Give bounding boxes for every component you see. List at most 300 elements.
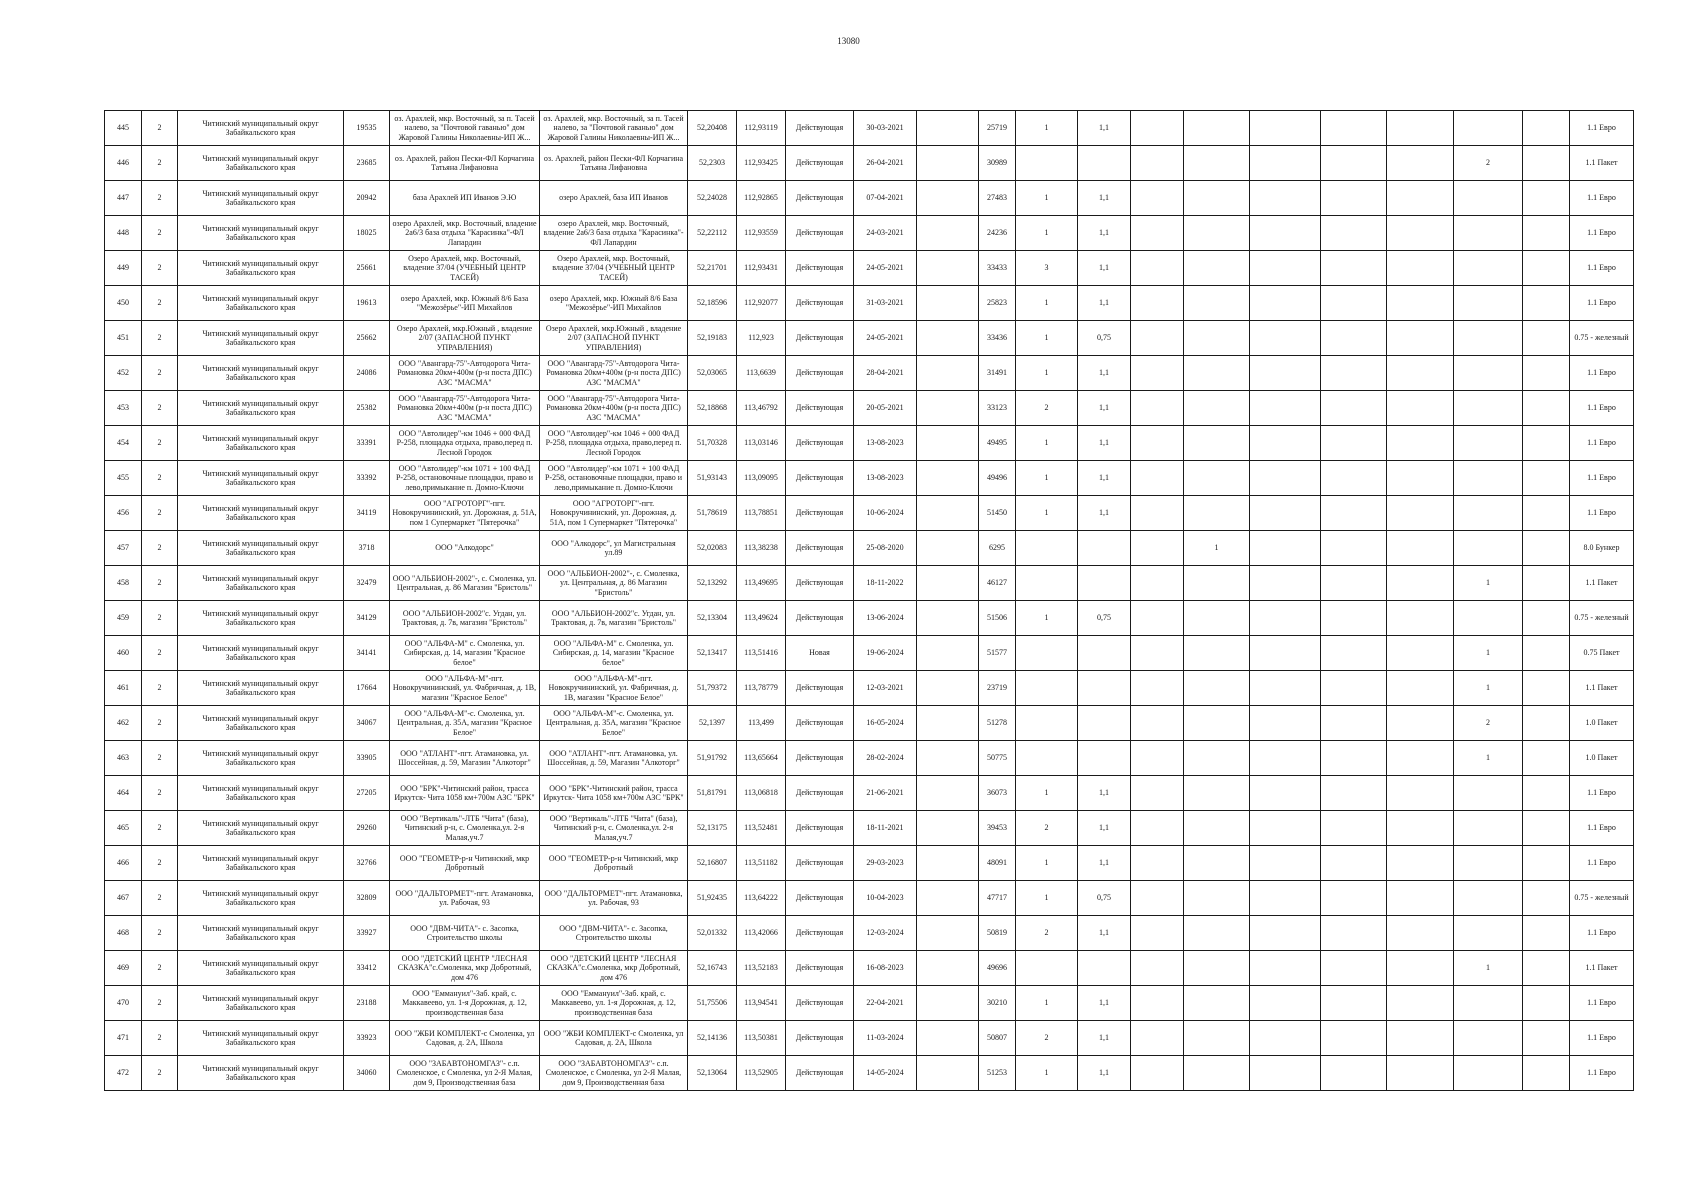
date-text: 10-06-2024: [866, 508, 904, 518]
table-row: [105, 531, 1634, 566]
cell-registry-number: [344, 986, 390, 1021]
cell-site-id: [979, 601, 1016, 636]
cell-bunker-count: [1184, 1021, 1250, 1056]
municipality-text: Читинский муниципальный округ Забайкальского края: [202, 503, 319, 522]
container-type-text: 1.1 Евро: [1587, 193, 1616, 203]
cell-col-21: [1523, 811, 1570, 846]
cell-longitude: [737, 181, 786, 216]
container-count-text: 1: [1044, 368, 1049, 378]
address-text: ООО "ДЕТСКИЙ ЦЕНТР "ЛЕСНАЯ СКАЗКА"с.Смоленка, мкр Добротный, дом 476: [397, 953, 532, 982]
cell-longitude: [737, 216, 786, 251]
municipality-text: Читинский муниципальный округ Забайкальского края: [202, 1063, 319, 1082]
row-number-text: 457: [117, 543, 129, 553]
cell-col-21: [1523, 216, 1570, 251]
cell-longitude: [737, 1056, 786, 1091]
cell-container-volume: [1078, 356, 1131, 391]
location-text: ООО "ДЕТСКИЙ ЦЕНТР "ЛЕСНАЯ СКАЗКА"с.Смоленка, мкр Добротный, дом 476: [546, 953, 681, 982]
status-text: Действующая: [795, 508, 844, 518]
container-type-text: 1.0 Пакет: [1585, 718, 1618, 728]
cell-date: [854, 671, 917, 706]
cell-registry-number: [344, 706, 390, 741]
cell-col-17: [1250, 741, 1321, 776]
cell-date: [854, 776, 917, 811]
container-count-text: 1: [1044, 998, 1049, 1008]
site-id-text: 48091: [987, 858, 1007, 868]
cell-col-17: [1250, 636, 1321, 671]
cell-col-11: [917, 636, 979, 671]
cell-col-18: [1321, 1056, 1387, 1091]
cell-col-11: [917, 566, 979, 601]
site-id-text: 30210: [987, 998, 1007, 1008]
longitude-text: 113,499: [748, 718, 774, 728]
registry-number-text: 25382: [356, 403, 377, 413]
cell-col-17: [1250, 601, 1321, 636]
cell-container-volume: [1078, 776, 1131, 811]
cell-longitude: [737, 916, 786, 951]
cell-col-19: [1387, 111, 1454, 146]
table-row: [105, 706, 1634, 741]
container-type-text: 0.75 - железный: [1574, 333, 1629, 343]
latitude-text: 51,92435: [697, 893, 727, 903]
date-text: 13-08-2023: [866, 438, 904, 448]
cell-row-number: [105, 566, 142, 601]
cell-municipality: [178, 741, 344, 776]
address-text: ООО "АТЛАНТ"-пгт. Атамановка, ул. Шоссейная, д. 59, Магазин "Алкоторг": [398, 748, 531, 767]
cell-col-18: [1321, 181, 1387, 216]
cell-status: [786, 356, 854, 391]
zone-text: 2: [157, 473, 162, 483]
cell-location: [540, 356, 688, 391]
container-volume-text: 1,1: [1099, 1068, 1109, 1078]
cell-status: [786, 321, 854, 356]
cell-location: [540, 986, 688, 1021]
cell-zone: [142, 741, 178, 776]
table-row: [105, 951, 1634, 986]
registry-number-text: 33391: [356, 438, 377, 448]
cell-location: [540, 181, 688, 216]
cell-col-15: [1131, 1056, 1184, 1091]
cell-col-11: [917, 741, 979, 776]
site-id-text: 49496: [987, 473, 1007, 483]
container-type-text: 1.1 Евро: [1587, 508, 1616, 518]
cell-latitude: [688, 566, 737, 601]
cell-container-type: [1570, 916, 1634, 951]
registry-number-text: 23685: [356, 158, 377, 168]
cell-status: [786, 601, 854, 636]
cell-bunker-count: [1184, 811, 1250, 846]
cell-latitude: [688, 636, 737, 671]
container-volume-text: 0,75: [1097, 613, 1111, 623]
cell-status: [786, 776, 854, 811]
cell-address: [390, 251, 540, 286]
cell-col-17: [1250, 671, 1321, 706]
table-row: [105, 181, 1634, 216]
cell-latitude: [688, 741, 737, 776]
latitude-text: 51,79372: [697, 683, 727, 693]
cell-zone: [142, 986, 178, 1021]
cell-municipality: [178, 776, 344, 811]
address-text: оз. Арахлей, район Пески-ФЛ Корчагина Татьяна Лифановна: [394, 153, 535, 172]
cell-col-17: [1250, 111, 1321, 146]
longitude-text: 113,52905: [744, 1068, 778, 1078]
cell-bunker-count: [1184, 426, 1250, 461]
cell-address: [390, 881, 540, 916]
registry-number-text: 34060: [356, 1068, 377, 1078]
cell-col-19: [1387, 1021, 1454, 1056]
cell-bunker-count: [1184, 111, 1250, 146]
container-count-text: 1: [1044, 893, 1049, 903]
cell-col-15: [1131, 496, 1184, 531]
cell-registry-number: [344, 356, 390, 391]
cell-latitude: [688, 286, 737, 321]
row-number-text: 462: [117, 718, 129, 728]
cell-address: [390, 496, 540, 531]
status-text: Действующая: [795, 718, 844, 728]
municipality-text: Читинский муниципальный округ Забайкальского края: [202, 853, 319, 872]
cell-container-count: [1016, 881, 1078, 916]
cell-bag-count: [1454, 741, 1523, 776]
cell-col-21: [1523, 916, 1570, 951]
table-row: [105, 741, 1634, 776]
address-text: ООО "ДАЛЬТОРМЕТ"-пгт. Атамановка, ул. Рабочая, 93: [395, 888, 534, 907]
latitude-text: 51,78619: [697, 508, 727, 518]
cell-container-count: [1016, 951, 1078, 986]
site-id-text: 36073: [987, 788, 1007, 798]
cell-col-18: [1321, 706, 1387, 741]
status-text: Действующая: [795, 893, 844, 903]
cell-latitude: [688, 251, 737, 286]
zone-text: 2: [157, 158, 162, 168]
cell-container-volume: [1078, 951, 1131, 986]
cell-col-15: [1131, 601, 1184, 636]
cell-container-volume: [1078, 251, 1131, 286]
location-text: ООО "ГЕОМЕТР-р-н Читинский, мкр Добротный: [548, 853, 679, 872]
cell-bag-count: [1454, 951, 1523, 986]
cell-zone: [142, 636, 178, 671]
cell-col-21: [1523, 776, 1570, 811]
container-volume-text: 1,1: [1099, 928, 1109, 938]
cell-longitude: [737, 391, 786, 426]
cell-location: [540, 671, 688, 706]
cell-col-17: [1250, 356, 1321, 391]
registry-number-text: 25662: [356, 333, 377, 343]
cell-col-21: [1523, 986, 1570, 1021]
cell-address: [390, 776, 540, 811]
zone-text: 2: [157, 858, 162, 868]
address-text: ООО "ГЕОМЕТР-р-н Читинский, мкр Добротный: [399, 853, 530, 872]
container-volume-text: 1,1: [1099, 263, 1109, 273]
container-volume-text: 1,1: [1099, 228, 1109, 238]
cell-site-id: [979, 776, 1016, 811]
cell-municipality: [178, 391, 344, 426]
cell-registry-number: [344, 671, 390, 706]
address-text: ООО "ЗАБАВТОНОМГАЗ"- с.п. Смоленское, с Смоленка, ул 2-Я Малая, дом 9, Производственная база: [396, 1058, 533, 1087]
cell-col-11: [917, 321, 979, 356]
municipality-text: Читинский муниципальный округ Забайкальского края: [202, 398, 319, 417]
cell-col-17: [1250, 706, 1321, 741]
cell-latitude: [688, 916, 737, 951]
date-text: 24-05-2021: [866, 333, 904, 343]
status-text: Действующая: [795, 403, 844, 413]
site-id-text: 51506: [987, 613, 1007, 623]
container-count-text: 2: [1044, 403, 1049, 413]
bag-count-text: 1: [1486, 963, 1490, 973]
cell-col-18: [1321, 426, 1387, 461]
cell-bunker-count: [1184, 286, 1250, 321]
latitude-text: 51,91792: [697, 753, 727, 763]
cell-date: [854, 286, 917, 321]
cell-location: [540, 391, 688, 426]
latitude-text: 52,1397: [699, 718, 725, 728]
status-text: Действующая: [795, 1068, 844, 1078]
status-text: Действующая: [795, 928, 844, 938]
zone-text: 2: [157, 753, 162, 763]
address-text: ООО "АГРОТОРГ"-пгт. Новокручининский, ул. Дорожная, д. 51А, пом 1 Супермаркет "Пятерочка": [392, 498, 537, 527]
row-number-text: 452: [117, 368, 129, 378]
cell-row-number: [105, 601, 142, 636]
bag-count-text: 2: [1486, 718, 1490, 728]
latitude-text: 52,16807: [697, 858, 727, 868]
cell-municipality: [178, 426, 344, 461]
cell-row-number: [105, 1021, 142, 1056]
cell-container-type: [1570, 986, 1634, 1021]
container-volume-text: 1,1: [1099, 123, 1109, 133]
cell-latitude: [688, 1056, 737, 1091]
cell-container-volume: [1078, 636, 1131, 671]
cell-latitude: [688, 111, 737, 146]
cell-container-count: [1016, 671, 1078, 706]
cell-latitude: [688, 671, 737, 706]
status-text: Действующая: [795, 333, 844, 343]
cell-bunker-count: [1184, 391, 1250, 426]
cell-municipality: [178, 251, 344, 286]
registry-number-text: 33412: [356, 963, 377, 973]
row-number-text: 467: [117, 893, 129, 903]
cell-location: [540, 1021, 688, 1056]
cell-site-id: [979, 566, 1016, 601]
latitude-text: 52,21701: [697, 263, 727, 273]
cell-container-volume: [1078, 706, 1131, 741]
longitude-text: 113,94541: [744, 998, 778, 1008]
longitude-text: 113,38238: [744, 543, 778, 553]
address-text: ООО "Алкодорс": [435, 543, 494, 553]
cell-latitude: [688, 496, 737, 531]
cell-bunker-count: [1184, 181, 1250, 216]
cell-status: [786, 566, 854, 601]
container-type-text: 1.1 Евро: [1587, 823, 1616, 833]
cell-col-11: [917, 496, 979, 531]
cell-bunker-count: [1184, 251, 1250, 286]
cell-date: [854, 706, 917, 741]
cell-site-id: [979, 846, 1016, 881]
container-count-text: 1: [1044, 788, 1049, 798]
address-text: ООО "Вертикаль"-ЛТБ "Чита" (база), Читинский р-н, с. Смоленка,ул. 2-я Малая,уч.7: [400, 813, 529, 842]
date-text: 30-03-2021: [866, 123, 904, 133]
cell-container-count: [1016, 356, 1078, 391]
row-number-text: 447: [117, 193, 129, 203]
row-number-text: 464: [117, 788, 129, 798]
cell-col-11: [917, 461, 979, 496]
cell-col-21: [1523, 636, 1570, 671]
cell-col-15: [1131, 216, 1184, 251]
registry-number-text: 19613: [356, 298, 377, 308]
cell-bunker-count: [1184, 986, 1250, 1021]
cell-address: [390, 601, 540, 636]
cell-container-count: [1016, 811, 1078, 846]
cell-col-21: [1523, 741, 1570, 776]
address-text: ООО "Автолидер"-км 1046 + 000 ФАД Р-258, площадка отдыха, право,перед п. Лесной Городок: [396, 428, 533, 457]
longitude-text: 113,06818: [744, 788, 778, 798]
cell-bag-count: [1454, 1056, 1523, 1091]
cell-address: [390, 1056, 540, 1091]
container-type-text: 1.0 Пакет: [1585, 753, 1618, 763]
table-row: [105, 251, 1634, 286]
cell-container-count: [1016, 776, 1078, 811]
longitude-text: 113,09095: [744, 473, 778, 483]
cell-col-18: [1321, 251, 1387, 286]
cell-status: [786, 426, 854, 461]
cell-col-21: [1523, 461, 1570, 496]
bag-count-text: 2: [1486, 158, 1490, 168]
cell-bunker-count: [1184, 146, 1250, 181]
cell-col-18: [1321, 741, 1387, 776]
cell-col-19: [1387, 741, 1454, 776]
cell-col-15: [1131, 426, 1184, 461]
cell-col-15: [1131, 951, 1184, 986]
cell-latitude: [688, 391, 737, 426]
location-text: ООО "БРК"-Читинский район, трасса Иркутск- Чита 1058 км+700м АЗС "БРК": [543, 783, 684, 802]
table-row: [105, 916, 1634, 951]
cell-location: [540, 146, 688, 181]
cell-container-type: [1570, 566, 1634, 601]
zone-text: 2: [157, 823, 162, 833]
location-text: ООО "Авангард-75"-Автодорога Чита-Романовка 20км+400м (р-н поста ДПС) АЗС "МАСМА": [546, 358, 681, 387]
cell-container-type: [1570, 601, 1634, 636]
container-volume-text: 1,1: [1099, 1033, 1109, 1043]
container-type-text: 1.1 Пакет: [1585, 963, 1618, 973]
cell-zone: [142, 321, 178, 356]
cell-site-id: [979, 636, 1016, 671]
cell-municipality: [178, 881, 344, 916]
cell-date: [854, 986, 917, 1021]
cell-col-17: [1250, 951, 1321, 986]
cell-row-number: [105, 811, 142, 846]
cell-address: [390, 566, 540, 601]
cell-address: [390, 216, 540, 251]
cell-longitude: [737, 811, 786, 846]
cell-container-count: [1016, 496, 1078, 531]
cell-registry-number: [344, 881, 390, 916]
cell-site-id: [979, 216, 1016, 251]
registry-number-text: 17664: [356, 683, 377, 693]
table-row: [105, 426, 1634, 461]
cell-container-count: [1016, 531, 1078, 566]
cell-container-type: [1570, 496, 1634, 531]
cell-container-volume: [1078, 181, 1131, 216]
longitude-text: 112,93425: [744, 158, 778, 168]
cell-latitude: [688, 811, 737, 846]
cell-col-11: [917, 776, 979, 811]
cell-address: [390, 531, 540, 566]
cell-col-17: [1250, 566, 1321, 601]
cell-container-volume: [1078, 461, 1131, 496]
registry-number-text: 27205: [356, 788, 377, 798]
cell-site-id: [979, 706, 1016, 741]
latitude-text: 51,70328: [697, 438, 727, 448]
cell-site-id: [979, 111, 1016, 146]
table-row: [105, 111, 1634, 146]
cell-container-type: [1570, 146, 1634, 181]
municipality-text: Читинский муниципальный округ Забайкальского края: [202, 573, 319, 592]
container-count-text: 1: [1044, 228, 1049, 238]
cell-col-19: [1387, 811, 1454, 846]
cell-bag-count: [1454, 776, 1523, 811]
cell-zone: [142, 531, 178, 566]
cell-container-volume: [1078, 916, 1131, 951]
status-text: Действующая: [795, 753, 844, 763]
cell-col-11: [917, 531, 979, 566]
container-volume-text: 1,1: [1099, 368, 1109, 378]
cell-bag-count: [1454, 321, 1523, 356]
cell-container-count: [1016, 286, 1078, 321]
cell-bag-count: [1454, 916, 1523, 951]
cell-zone: [142, 881, 178, 916]
cell-zone: [142, 356, 178, 391]
site-id-text: 51450: [987, 508, 1007, 518]
cell-container-count: [1016, 636, 1078, 671]
cell-col-11: [917, 1021, 979, 1056]
site-id-text: 50775: [987, 753, 1007, 763]
cell-address: [390, 426, 540, 461]
latitude-text: 52,13175: [697, 823, 727, 833]
cell-status: [786, 916, 854, 951]
cell-status: [786, 706, 854, 741]
site-id-text: 47717: [987, 893, 1007, 903]
cell-col-11: [917, 811, 979, 846]
cell-municipality: [178, 811, 344, 846]
cell-container-count: [1016, 846, 1078, 881]
cell-col-18: [1321, 986, 1387, 1021]
cell-col-18: [1321, 286, 1387, 321]
status-text: Действующая: [795, 298, 844, 308]
cell-col-19: [1387, 671, 1454, 706]
latitude-text: 52,13064: [697, 1068, 727, 1078]
cell-col-15: [1131, 146, 1184, 181]
date-text: 21-06-2021: [866, 788, 904, 798]
cell-zone: [142, 146, 178, 181]
container-volume-text: 1,1: [1099, 298, 1109, 308]
status-text: Действующая: [795, 228, 844, 238]
cell-col-19: [1387, 321, 1454, 356]
address-text: база Арахлей ИП Иванов Э.Ю: [412, 193, 517, 203]
date-text: 12-03-2021: [866, 683, 904, 693]
container-count-text: 1: [1044, 613, 1049, 623]
registry-number-text: 3718: [358, 543, 375, 553]
cell-status: [786, 531, 854, 566]
cell-zone: [142, 671, 178, 706]
cell-longitude: [737, 671, 786, 706]
cell-row-number: [105, 391, 142, 426]
cell-col-18: [1321, 111, 1387, 146]
location-text: ООО "АЛЬБИОН-2002"-, с. Смоленка, ул. Центральная, д. 86 Магазин "Бристоль": [547, 568, 680, 597]
cell-date: [854, 426, 917, 461]
row-number-text: 461: [117, 683, 129, 693]
cell-registry-number: [344, 951, 390, 986]
registry-number-text: 34119: [356, 508, 377, 518]
longitude-text: 113,52183: [744, 963, 778, 973]
longitude-text: 112,92865: [744, 193, 778, 203]
address-text: ООО "АЛЬФА-М" с. Смоленка, ул. Сибирская, д. 14, магазин "Красное белое": [403, 638, 526, 667]
